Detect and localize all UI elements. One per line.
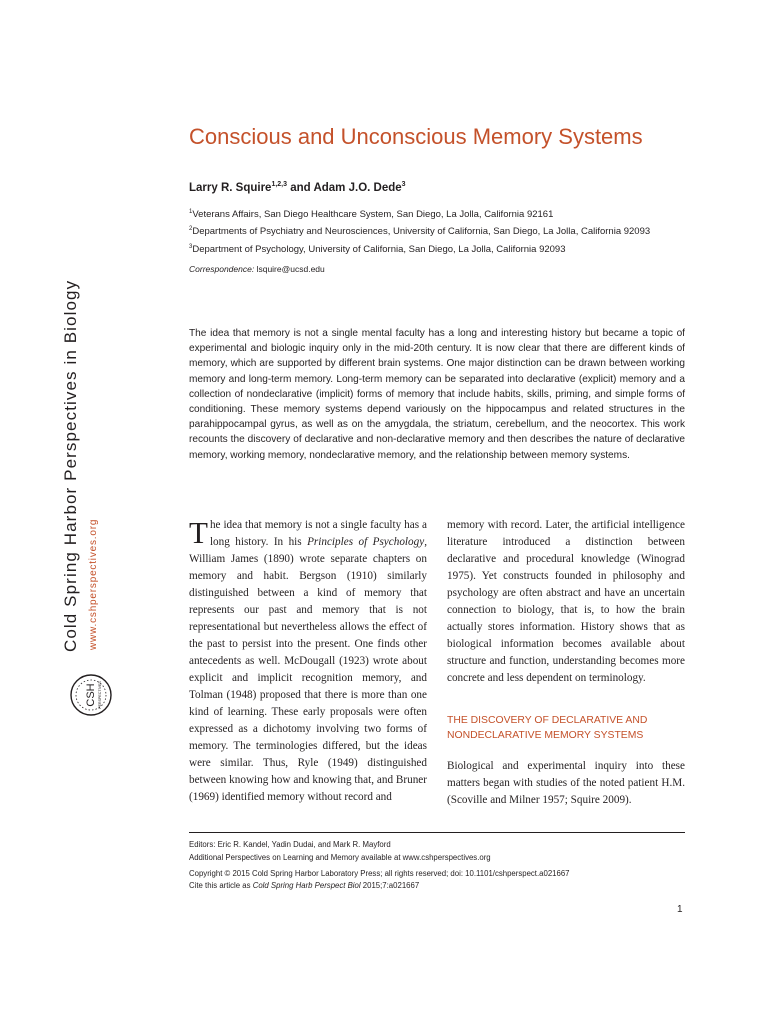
- abstract: The idea that memory is not a single mental faculty has a long and interesting history but became a topic of experimental and biologic inquiry only in the mid-20th century. It is now clear that there are different kinds of memory, which are supported by different brain systems. One major distinction can be drawn between working memory and long-term memory. Long-term memory can be separated into declarative (explicit) memory and a collection of nondeclarative (implicit) forms of memory that include habits, skills, priming, and simple forms of conditioning. These memory systems depend variously on the hippocampus and related structures in the parahippocampal gyrus, as well as on the amygdala, the striatum, cerebellum, and the neocortex. This work recounts the discovery of declarative and non-declarative memory and then describes the nature of declarative memory, working memory, nondeclarative memory, and the relationship between memory systems.: [189, 328, 685, 461]
- author-affiliation-marker: 1,2,3: [271, 181, 288, 188]
- affiliation-number: 3: [189, 244, 193, 250]
- correspondence: [189, 264, 325, 274]
- citation-journal: Cold Spring Harb Perspect Biol: [252, 881, 361, 890]
- affiliation-text: Department of Psychology, University of California, San Diego, La Jolla, California 92093: [192, 244, 566, 256]
- author-list: [189, 181, 709, 194]
- author-name: Larry R. Squire: [189, 181, 272, 194]
- book-title: Principles of Psychology: [307, 536, 425, 548]
- page-number: 1: [677, 904, 683, 915]
- logo-subtext: PERSPECTIVES: [97, 681, 102, 709]
- affiliation-text: Veterans Affairs, San Diego Healthcare System, San Diego, La Jolla, California 92161: [192, 209, 554, 221]
- body-column-left: [189, 517, 427, 806]
- editors-note: Editors: Eric R. Kandel, Yadin Dudai, and Mark R. Mayford: [189, 840, 391, 849]
- journal-sidebar: [58, 279, 142, 730]
- correspondence-label: Correspondence:: [189, 264, 255, 274]
- citation-prefix: Cite this article as: [189, 881, 253, 890]
- footer-divider: [189, 832, 685, 833]
- citation-line: [189, 881, 689, 890]
- body-column-right: [447, 517, 685, 809]
- body-paragraph: [189, 517, 427, 806]
- section-heading: THE DISCOVERY OF DECLARATIVE AND NONDECLARATIVE MEMORY SYSTEMS: [447, 715, 648, 741]
- additional-perspectives-note: Additional Perspectives on Learning and Memory available at www.cshperspectives.org: [189, 853, 491, 862]
- logo-text: CSH: [84, 683, 97, 707]
- body-text: , William James (1890) wrote separate chapters on memory and habit. Bergson (1910) similarly distinguished between a kind of memory that represents our past and memory that is not representational but nevertheless allows the effect of the past to persist into the present. One finds other antecedents as well. McDougall (1923) wrote about explicit and implicit recognition memory, and Tolman (1948) proposed that there is more than one kind of learning. These early proposals were often expressed as a dichotomy involving two forms of memory. The terminologies differed, but the ideas were similar. Thus, Ryle (1949) distinguished between knowing how and knowing that, and Bruner (1969) identified memory without record and: [189, 536, 427, 803]
- affiliation-number: 1: [189, 209, 193, 215]
- author-name: Adam J.O. Dede: [313, 181, 402, 194]
- affiliation-number: 2: [189, 226, 193, 232]
- journal-url-link[interactable]: www.cshperspectives.org: [88, 518, 99, 650]
- correspondence-email-link[interactable]: lsquire@ucsd.edu: [254, 264, 325, 274]
- copyright-line: Copyright © 2015 Cold Spring Harbor Laboratory Press; all rights reserved; doi: 10.1101/cshperspect.a021667: [189, 869, 570, 878]
- affiliation-1: [189, 209, 729, 220]
- body-text: he idea that memory is not a single faculty has a long history. In his: [209, 519, 427, 548]
- csh-logo-icon: [68, 665, 114, 725]
- affiliation-3: [189, 244, 729, 255]
- author-affiliation-marker: 3: [401, 181, 406, 188]
- article-title: Conscious and Unconscious Memory Systems: [189, 124, 643, 149]
- affiliation-2: [189, 226, 729, 237]
- citation-suffix: 2015;7:a021667: [360, 881, 420, 890]
- body-paragraph: memory with record. Later, the artificial intelligence literature introduced a distinction between declarative and procedural knowledge (Winograd 1975). Yet constructs founded in philosophy and psychology are often abstract and have an uncertain connection to biology, that is, to how the brain actually stores information. History shows that as biological information becomes available about structure and function, understanding becomes more concrete and less dependent on terminology.: [447, 519, 685, 684]
- drop-cap: T: [189, 515, 208, 550]
- body-paragraph: Biological and experimental inquiry into these matters began with studies of the noted patient H.M. (Scoville and Milner 1957; Squire 2009).: [447, 760, 685, 806]
- author-joiner: and: [287, 181, 314, 194]
- journal-name: Cold Spring Harbor Perspectives in Biology: [61, 279, 80, 652]
- affiliation-text: Departments of Psychiatry and Neurosciences, University of California, San Diego, La Jolla, California 92093: [192, 226, 651, 238]
